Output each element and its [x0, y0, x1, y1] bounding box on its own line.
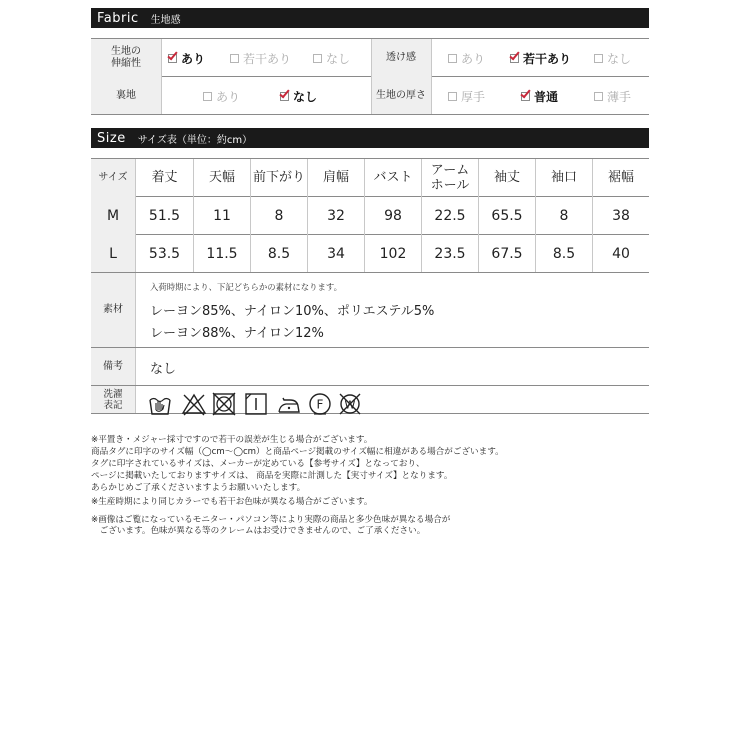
divider: [91, 114, 649, 115]
option-label: なし: [607, 51, 632, 66]
note-line: ※生産時期により同じカラーでも若干お色味が異なる場合がございます。: [91, 497, 373, 507]
thickness-label: 生地の厚さ: [376, 89, 426, 101]
size-cell: 22.5: [434, 207, 466, 224]
checkbox[interactable]: [313, 54, 322, 63]
sheerness-label: 透け感: [386, 51, 416, 63]
material-line-2: レーヨン88%、ナイロン12%: [150, 326, 324, 341]
sheer-option-no[interactable]: [594, 50, 631, 66]
size-cell: 98: [384, 207, 402, 224]
divider: [91, 272, 649, 273]
checkbox-checked[interactable]: [521, 92, 530, 101]
wash-label: 洗濯 表記: [103, 388, 123, 411]
checkbox[interactable]: [594, 92, 603, 101]
divider: [91, 413, 649, 414]
note-line: ※画像はご覧になっているモニター・パソコン等により実際の商品と多少色味が異なる場合が: [91, 515, 451, 525]
size-title-jp: サイズ表（単位：約cm）: [137, 134, 253, 146]
size-cell: 53.5: [148, 245, 181, 262]
stretch-option-slight[interactable]: [230, 50, 291, 66]
col-header-front-drop: 前下がり: [252, 170, 305, 185]
checkmark-icon: [509, 49, 519, 60]
size-cell: 8.5: [267, 245, 291, 262]
size-cell: 8: [559, 207, 569, 224]
option-label: 若干あり: [243, 51, 292, 66]
option-label: なし: [293, 89, 318, 104]
sheer-option-yes[interactable]: [448, 50, 485, 66]
checkbox[interactable]: [448, 54, 457, 63]
checkbox-checked[interactable]: [168, 54, 177, 63]
option-label: なし: [326, 51, 351, 66]
dry-clean-f-icon: [308, 392, 332, 416]
iron-low-icon: [276, 392, 302, 416]
divider: [161, 39, 162, 114]
divider: [135, 273, 136, 413]
option-label: あり: [181, 51, 206, 66]
checkbox-checked[interactable]: [280, 92, 289, 101]
option-label: 若干あり: [523, 51, 572, 66]
thickness-option-normal[interactable]: [521, 88, 558, 104]
size-cell: 32: [327, 207, 345, 224]
checkbox[interactable]: [594, 54, 603, 63]
stretch-option-no[interactable]: [313, 50, 350, 66]
note-line: あらかじめご了承くださいますようお願いいたします。: [91, 483, 306, 493]
size-cell: 40: [612, 245, 630, 262]
remarks-label: 備考: [103, 360, 123, 372]
divider: [91, 76, 649, 77]
size-cell: 8.5: [552, 245, 576, 262]
option-label: 薄手: [607, 89, 632, 104]
size-cell: 11: [213, 207, 231, 224]
hand-wash-icon: [148, 392, 172, 416]
col-header-cuff: 袖口: [550, 170, 577, 185]
col-header-length: 着丈: [151, 170, 178, 185]
col-header-size: サイズ: [98, 172, 128, 183]
col-header-shoulder: 肩幅: [322, 170, 349, 185]
size-cell: 65.5: [491, 207, 523, 224]
no-wet-clean-icon: [338, 392, 362, 416]
divider: [431, 39, 432, 114]
size-cell: 67.5: [491, 245, 523, 262]
col-header-bust: バスト: [373, 170, 413, 185]
material-note: 入荷時期により、下記どちらかの素材になります。: [150, 282, 342, 292]
note-line: 商品タグに印字のサイズ幅（◯cm〜◯cm）と商品ページ掲載のサイズ幅に相違がある場合がございます。: [91, 447, 504, 457]
divider: [91, 38, 649, 39]
stretch-option-yes[interactable]: [168, 50, 205, 66]
col-header-armhole: アーム ホール: [430, 162, 470, 193]
col-header-sleeve-length: 袖丈: [493, 170, 520, 185]
note-line: ございます。色味が異なる等のクレームはお受けできませんので、ご了承ください。: [91, 526, 426, 536]
lining-option-no[interactable]: [280, 88, 317, 104]
size-title-en: Size: [97, 130, 126, 146]
checkbox[interactable]: [448, 92, 457, 101]
fabric-header-bar: [91, 8, 649, 28]
wet-clean-letter: W: [344, 398, 356, 412]
col-header-neck-width: 天幅: [208, 170, 235, 185]
size-cell: M: [106, 207, 120, 224]
thickness-option-thick[interactable]: [448, 88, 485, 104]
size-cell: 8: [274, 207, 284, 224]
line-dry-icon: [244, 392, 268, 416]
divider: [91, 347, 649, 348]
size-cell: 102: [379, 245, 407, 262]
lining-label: 裏地: [116, 89, 136, 101]
checkmark-icon: [520, 87, 530, 98]
divider: [91, 385, 649, 386]
material-line-1: レーヨン85%、ナイロン10%、ポリエステル5%: [150, 304, 435, 319]
fabric-title-jp: 生地感: [150, 14, 181, 26]
no-bleach-icon: [181, 392, 207, 416]
dry-clean-letter: F: [316, 397, 324, 412]
checkmark-icon: [167, 49, 177, 60]
size-cell: 34: [327, 245, 345, 262]
checkbox-checked[interactable]: [510, 54, 519, 63]
option-label: あり: [461, 51, 486, 66]
option-label: 普通: [534, 89, 559, 104]
sheer-option-slight[interactable]: [510, 50, 571, 66]
remarks-value: なし: [150, 362, 177, 377]
lining-option-yes[interactable]: [203, 88, 240, 104]
fabric-title-en: Fabric: [97, 10, 139, 26]
size-cell: 23.5: [434, 245, 466, 262]
checkbox[interactable]: [203, 92, 212, 101]
option-label: 厚手: [461, 89, 486, 104]
stretch-label: 生地の 伸縮性: [111, 45, 141, 69]
size-header-bar: [91, 128, 649, 148]
checkbox[interactable]: [230, 54, 239, 63]
no-tumble-dry-icon: [212, 392, 236, 416]
thickness-option-thin[interactable]: [594, 88, 631, 104]
material-label: 素材: [103, 304, 123, 315]
note-line: ページに掲載いたしておりますサイズは、 商品を実際に計測した【実寸サイズ】となります。: [91, 471, 453, 481]
size-cell: 11.5: [206, 245, 238, 262]
option-label: あり: [216, 89, 241, 104]
note-line: タグに印字されているサイズは、メーカーが定めている【参考サイズ】となっており、: [91, 459, 425, 469]
size-cell: 51.5: [148, 207, 181, 224]
size-cell: 38: [612, 207, 630, 224]
col-header-hem: 裾幅: [607, 170, 634, 185]
size-cell: L: [109, 245, 117, 262]
note-line: ※平置き・メジャー採寸ですので若干の誤差が生じる場合がございます。: [91, 435, 373, 445]
checkmark-icon: [279, 87, 289, 98]
